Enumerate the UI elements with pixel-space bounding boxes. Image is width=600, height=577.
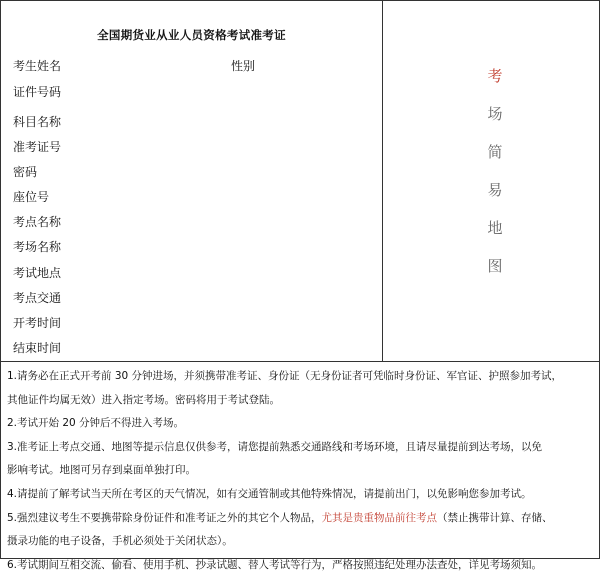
map-char-4: 易	[487, 181, 503, 199]
candidate-info-panel	[1, 1, 383, 361]
field-ticket-number: 准考证号	[13, 140, 62, 154]
notice-line-2: 2.考试开始 20 分钟后不得进入考场。	[7, 417, 185, 430]
field-end-time: 结束时间	[13, 341, 62, 355]
map-char-3: 简	[487, 143, 503, 161]
ticket-top-section	[1, 1, 599, 362]
field-seat-number: 座位号	[13, 190, 50, 204]
notice-line-3b: 影响考试。地图可另存到桌面单独打印。	[7, 464, 196, 477]
notice-5-highlight: 尤其是贵重物品前往考点	[321, 511, 438, 524]
field-start-time: 开考时间	[13, 316, 62, 330]
field-exam-location: 考试地点	[13, 266, 62, 280]
notice-5-text: 5.强烈建议考生不要携带除身份证件和准考证之外的其它个人物品，	[7, 511, 322, 524]
field-password: 密码	[13, 165, 38, 179]
field-subject-name: 科目名称	[13, 115, 62, 129]
field-candidate-name: 考生姓名	[13, 59, 62, 73]
field-venue-transport: 考点交通	[13, 291, 62, 305]
field-gender: 性别	[231, 59, 256, 73]
notice-line-5a	[7, 507, 595, 531]
notice-line-4: 4.请提前了解考试当天所在考区的天气情况，如有交通管制或其他特殊情况，请提前出门，以免影响您参加考试。	[7, 487, 532, 500]
notice-line-1b: 其他证件均属无效）进入指定考场。密码将用于考试登陆。	[7, 393, 280, 406]
map-char-1: 考	[487, 67, 503, 85]
field-room-name: 考场名称	[13, 240, 62, 254]
notice-line-3a: 3.准考证上考点交通、地图等提示信息仅供参考，请您提前熟悉交通路线和考场环境，且请尽量提前到达考场，以免	[7, 440, 543, 453]
field-venue-name: 考点名称	[13, 215, 62, 229]
venue-map-placeholder	[483, 57, 507, 285]
map-char-6: 图	[487, 257, 503, 275]
ticket-title: 全国期货业从业人员资格考试准考证	[97, 28, 286, 42]
notice-line-1a: 1.请务必在正式开考前 30 分钟进场，并须携带准考证、身份证（无身份证者可凭临时身份证、军官证、护照参加考试，	[7, 370, 563, 382]
exam-notice	[7, 365, 595, 577]
notice-5-tail: （禁止携带计算、存储、	[437, 511, 553, 524]
notice-line-6: 6.考试期间互相交流、偷看、使用手机、抄录试题、替人考试等行为，严格按照违纪处理办法查处，详见考场须知。	[7, 558, 543, 571]
map-char-5: 地	[487, 219, 503, 237]
field-id-number: 证件号码	[13, 85, 62, 99]
map-char-2: 场	[487, 105, 503, 123]
notice-line-5b: 摄录功能的电子设备，手机必须处于关闭状态）。	[7, 535, 233, 548]
